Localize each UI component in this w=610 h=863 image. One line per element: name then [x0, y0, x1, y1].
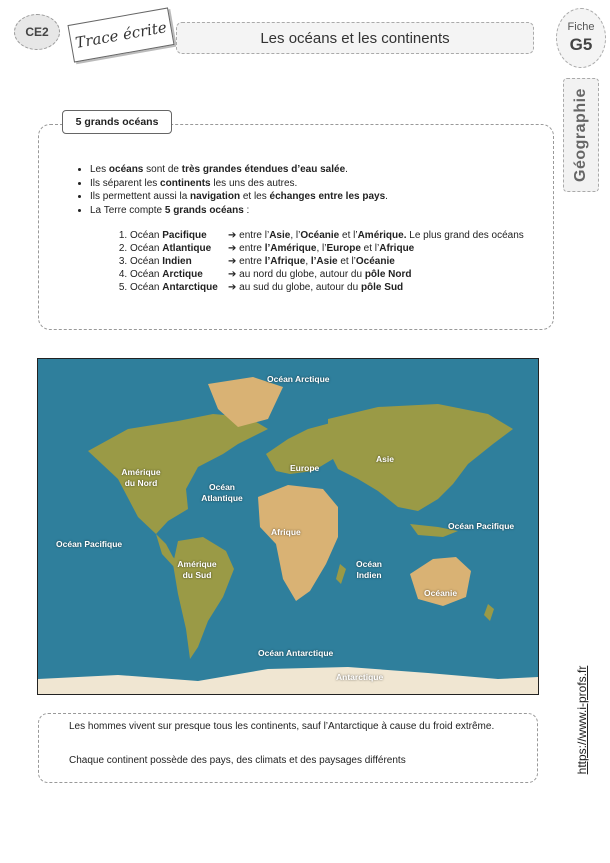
stamp-text: Trace écrite — [73, 18, 169, 52]
bullet-item: • La Terre compte 5 grands océans : — [90, 204, 550, 218]
ocean-item: 2. Océan Atlantique ➔ entre l’Amérique, l’Europe et l’Afrique — [130, 242, 550, 255]
summary-line-2: Chaque continent possède des pays, des climats et des paysages différents — [69, 755, 406, 766]
bullet-item: • Ils séparent les continents les uns des autres. — [90, 177, 550, 191]
fiche-code: G5 — [569, 35, 593, 54]
label-europe: Europe — [290, 463, 320, 473]
subject-text: Géographie — [572, 88, 589, 182]
label-antarctic-ocean: Océan Antarctique — [258, 648, 334, 658]
ocean-item: 5. Océan Antarctique ➔ au sud du globe, autour du pôle Sud — [130, 281, 550, 294]
ocean-item: 3. Océan Indien ➔ entre l’Afrique, l’Asie et l’Océanie — [130, 255, 550, 268]
summary-box — [38, 713, 538, 783]
label-indian: Océan Indien — [356, 559, 382, 580]
label-asia: Asie — [376, 454, 394, 464]
label-north-america: Amérique du Nord — [121, 467, 161, 488]
label-africa: Afrique — [271, 527, 301, 537]
arrow-icon: ➔ — [228, 256, 237, 267]
world-map — [37, 358, 539, 695]
label-south-america: Amérique du Sud — [177, 559, 217, 580]
label-arctic: Océan Arctique — [267, 374, 330, 384]
arrow-icon: ➔ — [228, 282, 237, 293]
url-link[interactable]: https://www.i-profs.fr — [575, 665, 589, 775]
section-heading — [62, 110, 172, 134]
fiche-label: Fiche — [567, 21, 595, 33]
bullet-list — [74, 163, 550, 217]
fiche-badge — [556, 8, 606, 68]
bullet-item: • Les océans sont de très grandes étendues d’eau salée. — [90, 163, 550, 177]
trace-ecrite-stamp — [67, 7, 174, 62]
label-atlantic: Océan Atlantique — [201, 482, 243, 503]
label-antarctica: Antarctique — [336, 672, 384, 682]
ocean-list — [114, 229, 550, 294]
footer-url[interactable] — [562, 660, 602, 780]
ocean-item: 1. Océan Pacifique ➔ entre l’Asie, l’Océanie et l’Amérique. Le plus grand des océans — [130, 229, 550, 242]
label-pacific-east: Océan Pacifique — [448, 521, 515, 531]
arrow-icon: ➔ — [228, 230, 237, 241]
arrow-icon: ➔ — [228, 243, 237, 254]
level-text: CE2 — [25, 25, 49, 39]
label-pacific-west: Océan Pacifique — [56, 539, 123, 549]
ocean-item: 4. Océan Arctique ➔ au nord du globe, autour du pôle Nord — [130, 268, 550, 281]
label-oceania: Océanie — [424, 588, 458, 598]
level-badge — [14, 14, 60, 50]
lesson-box — [38, 124, 554, 330]
arrow-icon: ➔ — [228, 269, 237, 280]
subject-tab — [563, 78, 599, 192]
title-text: Les océans et les continents — [260, 29, 450, 47]
summary-line-1: Les hommes vivent sur presque tous les continents, sauf l’Antarctique à cause du froid extrême. — [69, 721, 495, 732]
section-heading-text: 5 grands océans — [75, 116, 159, 128]
bullet-item: • Ils permettent aussi la navigation et les échanges entre les pays. — [90, 190, 550, 204]
page-title — [176, 22, 534, 54]
